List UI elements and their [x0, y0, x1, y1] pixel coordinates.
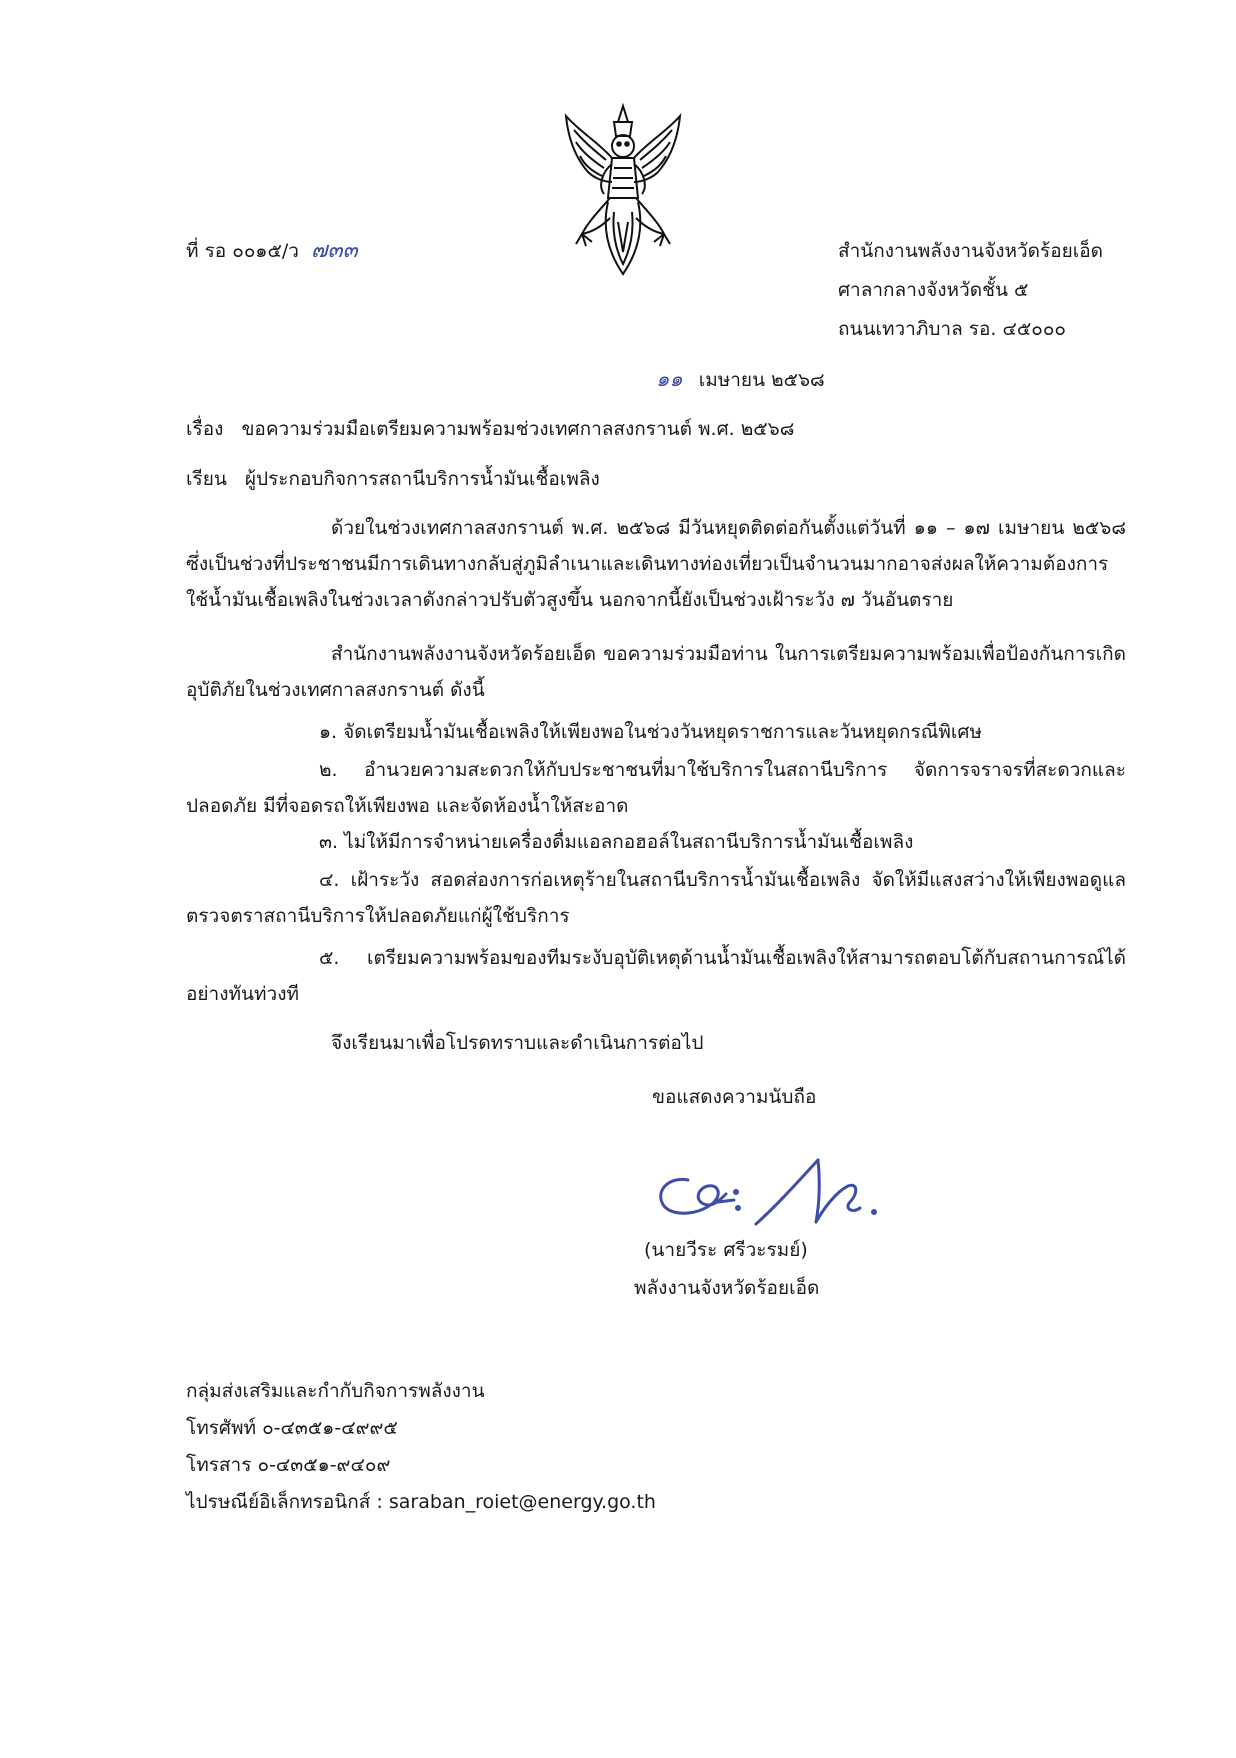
- document-date: [656, 366, 825, 393]
- body-paragraph-2: [186, 636, 1126, 708]
- list-item: [186, 752, 1126, 824]
- subject-text: ขอความร่วมมือเตรียมความพร้อมช่วงเทศกาลสงกรานต์ พ.ศ. ๒๕๖๘: [241, 418, 795, 440]
- list-item-4-text: ๔. เฝ้าระวัง สอดส่องการก่อเหตุร้ายในสถานีบริการน้ำมันเชื้อเพลิง จัดให้มีแสงสว่างให้เพียงพอดูแลตรวจตราสถานีบริการให้ปลอดภัยแก่ผู้ใช้บริการ: [186, 869, 1126, 927]
- footer-unit: กลุ่มส่งเสริมและกำกับกิจการพลังงาน: [186, 1380, 485, 1402]
- recipient-line: [186, 466, 600, 492]
- list-item: [186, 824, 1126, 860]
- signer-name: (นายวีระ ศรีวะรมย์): [644, 1239, 808, 1261]
- recipient-text: ผู้ประกอบกิจการสถานีบริการน้ำมันเชื้อเพลิง: [244, 468, 600, 490]
- office-address-line-2: ศาลากลางจังหวัดชั้น ๕: [838, 279, 1029, 301]
- body-paragraph-1: [186, 510, 1126, 618]
- office-address-line-1: สำนักงานพลังงานจังหวัดร้อยเอ็ด: [838, 240, 1104, 262]
- list-item: [186, 940, 1126, 1012]
- garuda-emblem-icon: [558, 102, 688, 280]
- footer-phone: โทรศัพท์ ๐-๔๓๕๑-๔๙๙๕: [186, 1417, 398, 1439]
- date-month-year: เมษายน ๒๕๖๘: [698, 369, 825, 391]
- body-paragraph-2-text: สำนักงานพลังงานจังหวัดร้อยเอ็ด ขอความร่วมมือท่าน ในการเตรียมความพร้อมเพื่อป้องกันการเกิดอุบัติภัยในช่วงเทศกาลสงกรานต์ ดังนี้: [186, 643, 1126, 701]
- signature-salutation: ขอแสดงความนับถือ: [652, 1086, 817, 1108]
- handwritten-signature: [648, 1152, 888, 1228]
- list-item-1-text: ๑. จัดเตรียมน้ำมันเชื้อเพลิงให้เพียงพอในช่วงวันหยุดราชการและวันหยุดกรณีพิเศษ: [319, 721, 982, 743]
- document-number-handwritten: ๗๓๓: [310, 238, 358, 263]
- office-address-line-3: ถนนเทวาภิบาล รอ. ๔๕๐๐๐: [838, 318, 1067, 340]
- signer-position: พลังงานจังหวัดร้อยเอ็ด: [634, 1277, 820, 1299]
- footer-fax: โทรสาร ๐-๔๓๕๑-๙๔๐๙: [186, 1454, 391, 1476]
- body-paragraph-1-text: ด้วยในช่วงเทศกาลสงกรานต์ พ.ศ. ๒๕๖๘ มีวันหยุดติดต่อกันตั้งแต่วันที่ ๑๑ – ๑๗ เมษายน ๒๕๖๘ ซึ่งเป็นช่วงที่ประชาชนมีการเดินทางกลับสู่ภูมิลำเนาและเดินทางท่องเที่ยวเป็นจำนวนมากอาจส่งผลให้ความต้องการใช้น้ำมันเชื้อเพลิงในช่วงเวลาดังกล่าวปรับตัวสูงขึ้น นอกจากนี้ยังเป็นช่วงเฝ้าระวัง ๗ วันอันตราย: [186, 517, 1126, 611]
- document-number: [186, 238, 358, 264]
- list-item: [186, 862, 1126, 934]
- subject-label: เรื่อง: [186, 418, 224, 440]
- list-item-2-text: ๒. อำนวยความสะดวกให้กับประชาชนที่มาใช้บริการในสถานีบริการ จัดการจราจรที่สะดวกและปลอดภัย มีที่จอดรถให้เพียงพอ และจัดห้องน้ำให้สะอาด: [186, 759, 1126, 817]
- closing-line: จึงเรียนมาเพื่อโปรดทราบและดำเนินการต่อไป: [331, 1032, 704, 1054]
- date-day-handwritten: ๑๑: [656, 367, 683, 391]
- list-item-5-text: ๕. เตรียมความพร้อมของทีมระงับอุบัติเหตุด้านน้ำมันเชื้อเพลิงให้สามารถตอบโต้กับสถานการณ์ได้อย่างทันท่วงที: [186, 947, 1126, 1005]
- recipient-label: เรียน: [186, 468, 227, 490]
- list-item: [186, 714, 1126, 750]
- footer-email: ไปรษณีย์อิเล็กทรอนิกส์ : saraban_roiet@energy.go.th: [186, 1491, 656, 1513]
- list-item-3-text: ๓. ไม่ให้มีการจำหน่ายเครื่องดื่มแอลกอฮอล์ในสถานีบริการน้ำมันเชื้อเพลิง: [319, 831, 914, 853]
- document-number-prefix: ที่ รอ ๐๐๑๕/ว: [186, 240, 299, 262]
- subject-line: [186, 416, 794, 442]
